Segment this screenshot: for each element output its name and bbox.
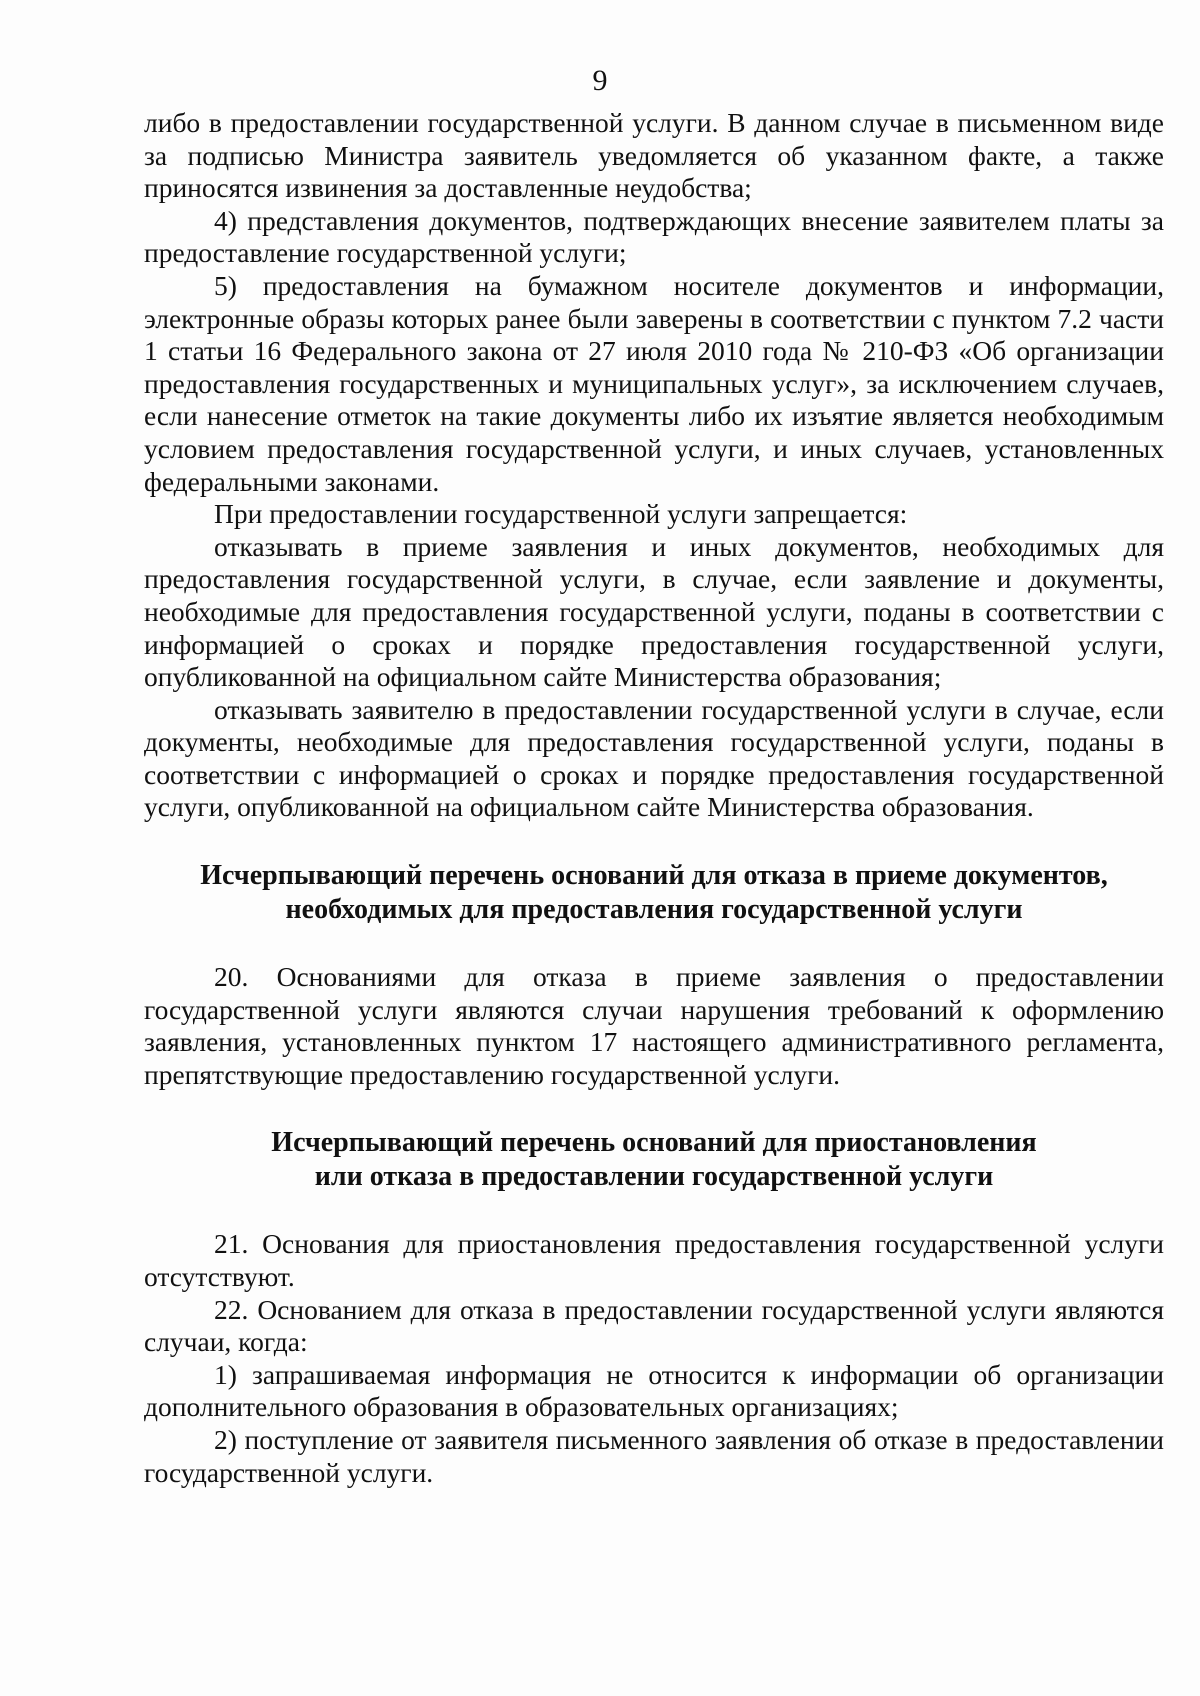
paragraph-item-5: 5) предоставления на бумажном носителе документов и информации, электронные образы которых ранее были заверены в соответствии с пунктом 7.2 части 1 статьи 16 Федерального закона от 27 июля 2010 года № 210-ФЗ «Об организации предоставления государственных и муниципальных услуг», за исключением случаев, если нанесение отметок на такие документы либо их изъятие является необходимым условием предоставления государственной услуги, и иных случаев, установленных федеральными законами. bbox=[144, 269, 1164, 497]
paragraph-continuation: либо в предоставлении государственной услуги. В данном случае в письменном виде за подписью Министра заявитель уведомляется об указанном факте, а также приносятся извинения за доставленные неудобства; bbox=[144, 107, 1164, 204]
paragraph-22-item-1: 1) запрашиваемая информация не относится к информации об организации дополнительного образования в образовательных организациях; bbox=[144, 1358, 1164, 1423]
heading-line: или отказа в предоставлении государственной услуги bbox=[314, 1161, 994, 1193]
spacer bbox=[144, 824, 1164, 859]
spacer bbox=[144, 1194, 1164, 1228]
paragraph-prohibited-intro: При предоставлении государственной услуги запрещается: bbox=[214, 498, 908, 530]
section-heading-refusal-acceptance bbox=[144, 859, 1164, 927]
paragraph-20: 20. Основаниями для отказа в приеме заявления о предоставлении государственной услуги являются случаи нарушения требований к оформлению заявления, установленных пунктом 17 настоящего административного регламента, препятствующие предоставлению государственной услуги. bbox=[144, 961, 1164, 1090]
paragraph-22: 22. Основанием для отказа в предоставлении государственной услуги являются случаи, когда: bbox=[144, 1293, 1164, 1358]
paragraph-prohibition-2: отказывать заявителю в предоставлении государственной услуги в случае, если документы, необходимые для предоставления государственной услуги, поданы в соответствии с информацией о сроках и порядке предоставления государственной услуги, опубликованной на официальном сайте Министерства образования. bbox=[144, 693, 1164, 823]
paragraph-21: 21. Основания для приостановления предоставления государственной услуги отсутствуют. bbox=[144, 1228, 1164, 1293]
heading-line: Исчерпывающий перечень оснований для отказа в приеме документов, bbox=[200, 860, 1108, 892]
document-body bbox=[144, 107, 1164, 1489]
paragraph-prohibition-1: отказывать в приеме заявления и иных документов, необходимых для предоставления государственной услуги, в случае, если заявление и документы, необходимые для предоставления государственной услуги, поданы в соответствии с информацией о сроках и порядке предоставления государственной услуги, опубликованной на официальном сайте Министерства образования; bbox=[144, 530, 1164, 693]
spacer bbox=[144, 1091, 1164, 1126]
heading-line: необходимых для предоставления государственной услуги bbox=[285, 894, 1023, 926]
section-heading-suspension-refusal bbox=[144, 1126, 1164, 1194]
page-number: 9 bbox=[592, 64, 608, 97]
paragraph-item-4: 4) представления документов, подтверждающих внесение заявителем платы за предоставление государственной услуги; bbox=[144, 204, 1164, 269]
paragraph-22-item-2: 2) поступление от заявителя письменного заявления об отказе в предоставлении государственной услуги. bbox=[144, 1424, 1164, 1488]
spacer bbox=[144, 927, 1164, 961]
heading-line: Исчерпывающий перечень оснований для приостановления bbox=[271, 1127, 1037, 1159]
